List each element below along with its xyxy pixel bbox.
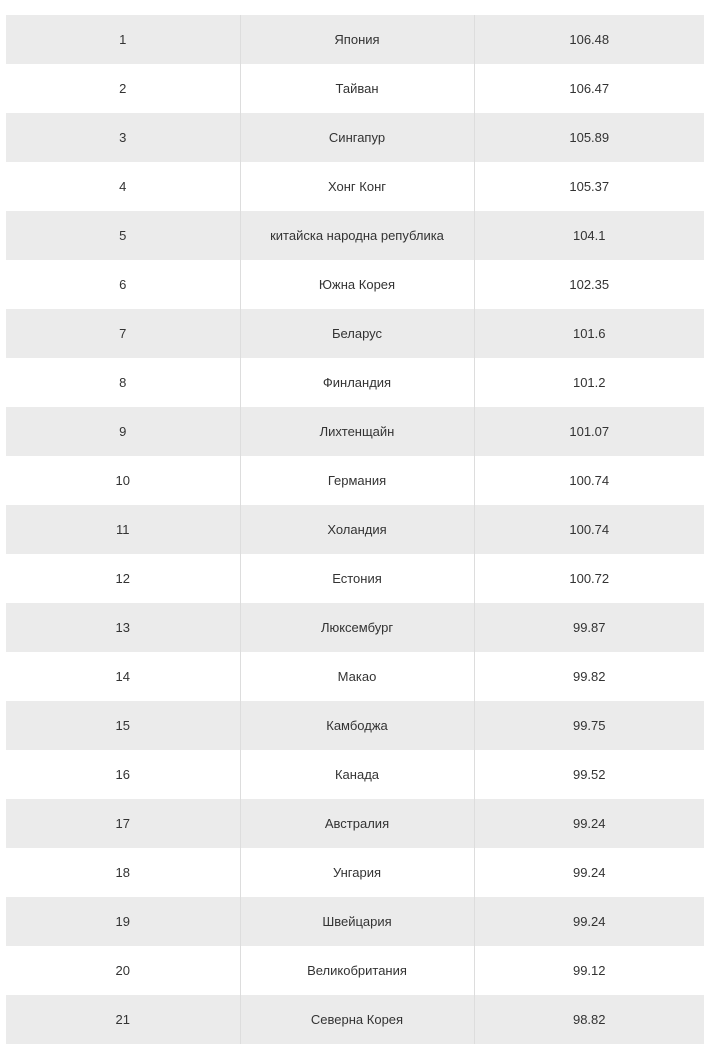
table-row: [6, 407, 704, 456]
table-row: [6, 946, 704, 995]
country-cell: Сингапур: [240, 113, 474, 162]
country-cell: Австралия: [240, 799, 474, 848]
country-cell: Япония: [240, 15, 474, 64]
ranking-table: [6, 15, 704, 1044]
table-row: [6, 652, 704, 701]
score-cell: 98.82: [474, 995, 704, 1044]
score-cell: 99.87: [474, 603, 704, 652]
score-cell: 100.72: [474, 554, 704, 603]
rank-cell: 16: [6, 750, 240, 799]
rank-cell: 9: [6, 407, 240, 456]
table-row: [6, 848, 704, 897]
country-cell: Холандия: [240, 505, 474, 554]
country-cell: Финландия: [240, 358, 474, 407]
table-row: [6, 260, 704, 309]
rank-cell: 14: [6, 652, 240, 701]
score-cell: 99.75: [474, 701, 704, 750]
score-cell: 105.89: [474, 113, 704, 162]
table-row: [6, 309, 704, 358]
rank-cell: 11: [6, 505, 240, 554]
country-cell: Унгария: [240, 848, 474, 897]
ranking-table-body: [6, 15, 704, 1044]
table-row: [6, 211, 704, 260]
rank-cell: 4: [6, 162, 240, 211]
table-row: [6, 701, 704, 750]
rank-cell: 8: [6, 358, 240, 407]
score-cell: 105.37: [474, 162, 704, 211]
country-cell: Южна Корея: [240, 260, 474, 309]
table-row: [6, 603, 704, 652]
country-cell: Северна Корея: [240, 995, 474, 1044]
score-cell: 99.12: [474, 946, 704, 995]
score-cell: 101.07: [474, 407, 704, 456]
rank-cell: 21: [6, 995, 240, 1044]
rank-cell: 20: [6, 946, 240, 995]
country-cell: Макао: [240, 652, 474, 701]
country-cell: Естония: [240, 554, 474, 603]
country-cell: Лихтенщайн: [240, 407, 474, 456]
score-cell: 104.1: [474, 211, 704, 260]
table-row: [6, 64, 704, 113]
rank-cell: 19: [6, 897, 240, 946]
table-row: [6, 897, 704, 946]
rank-cell: 6: [6, 260, 240, 309]
score-cell: 102.35: [474, 260, 704, 309]
score-cell: 99.24: [474, 799, 704, 848]
country-cell: Хонг Конг: [240, 162, 474, 211]
table-row: [6, 15, 704, 64]
country-cell: Люксембург: [240, 603, 474, 652]
table-row: [6, 750, 704, 799]
rank-cell: 2: [6, 64, 240, 113]
table-row: [6, 162, 704, 211]
ranking-table-container: [6, 15, 704, 1044]
rank-cell: 18: [6, 848, 240, 897]
score-cell: 101.2: [474, 358, 704, 407]
score-cell: 99.24: [474, 897, 704, 946]
table-row: [6, 995, 704, 1044]
score-cell: 106.47: [474, 64, 704, 113]
rank-cell: 15: [6, 701, 240, 750]
table-row: [6, 456, 704, 505]
score-cell: 100.74: [474, 505, 704, 554]
score-cell: 99.24: [474, 848, 704, 897]
country-cell: Германия: [240, 456, 474, 505]
rank-cell: 17: [6, 799, 240, 848]
rank-cell: 13: [6, 603, 240, 652]
rank-cell: 7: [6, 309, 240, 358]
rank-cell: 10: [6, 456, 240, 505]
country-cell: Беларус: [240, 309, 474, 358]
country-cell: Тайван: [240, 64, 474, 113]
rank-cell: 5: [6, 211, 240, 260]
score-cell: 99.52: [474, 750, 704, 799]
country-cell: Камбоджа: [240, 701, 474, 750]
score-cell: 99.82: [474, 652, 704, 701]
rank-cell: 12: [6, 554, 240, 603]
table-row: [6, 554, 704, 603]
table-row: [6, 799, 704, 848]
rank-cell: 3: [6, 113, 240, 162]
score-cell: 106.48: [474, 15, 704, 64]
table-row: [6, 113, 704, 162]
country-cell: Швейцария: [240, 897, 474, 946]
table-row: [6, 505, 704, 554]
score-cell: 101.6: [474, 309, 704, 358]
country-cell: Канада: [240, 750, 474, 799]
table-row: [6, 358, 704, 407]
rank-cell: 1: [6, 15, 240, 64]
score-cell: 100.74: [474, 456, 704, 505]
country-cell: китайска народна република: [240, 211, 474, 260]
country-cell: Великобритания: [240, 946, 474, 995]
